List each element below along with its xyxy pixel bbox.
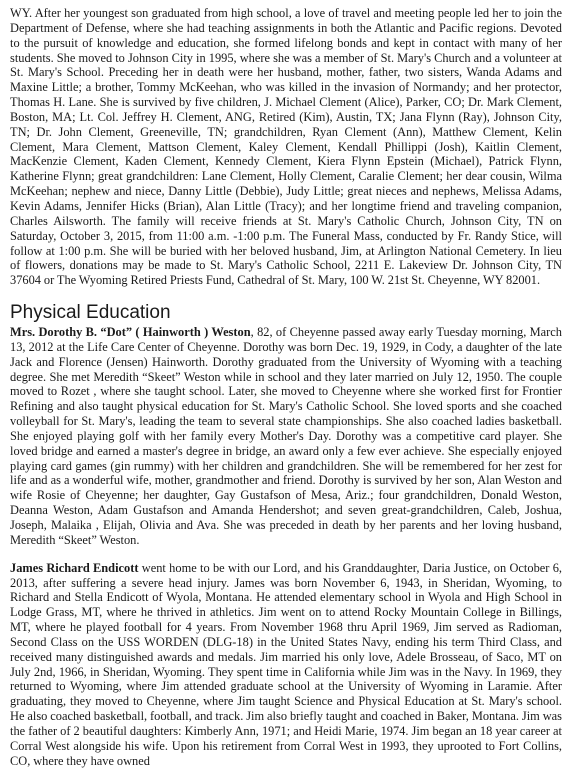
obituary-continuation-text: WY. After her youngest son graduated from high school, a love of travel and meeting people led her to join the Department of Defense, where she had teaching assignments in both the Atlantic and Pacific regions. Devoted to the pursuit of knowledge and education, she formed lifelong bonds and kept in contact with many of her students. She moved to Johnson City in 1995, where she was a member of St. Mary's Church and a volunteer at St. Mary's School. Preceding her in death were her husband, mother, father, two sisters, Wanda Adams and Maxine Little; a brother, Tommy McKeehan, who was killed in the invasion of Normandy; and her protector, Thomas H. Lane. She is survived by five children, J. Michael Clement (Alice), Parker, CO; Dr. Mark Clement, Boston, MA; Lt. Col. Jeffrey H. Clement, ANG, Retired (Kim), Austin, TX; Jana Flynn (Ray), Johnson City, TN; Dr. John Clement, Greeneville, TN; grandchildren, Ryan Clement (Ann), Matthew Clement, Kelin Clement, Mara Clement, Mattson Clement, Kaley Clement, Kendall Phillippi (Josh), Kaitlin Clement, MacKenzie Clement, Kaden Clement, Kennedy Clement, Kiera Flynn Epstein (Michael), Patrick Flynn, Katherine Flynn; great grandchildren: Lane Clement, Holly Clement, Caralie Clement; her dear cousin, Wilma McKeehan; nephew and niece, Danny Little (Debbie), Judy Little; great nieces and nephews, Melissa Adams, Kevin Adams, Jennifer Hicks (Brian), Alan Little (Tracy); and her longtime friend and traveling companion, Charles Ailsworth. The family will receive friends at St. Mary's Catholic Church, Johnson City, TN on Saturday, October 3, 2015, from 11:00 a.m. -1:00 p.m. The Funeral Mass, conducted by Fr. Randy Stice, will follow at 1:00 p.m. She will be buried with her beloved husband, Jim, at Arlington National Cemetery. In lieu of flowers, donations may be made to St. Mary's Catholic School, 2211 E. Lakeview Dr. Johnson City, TN 37604 or The Wyoming Retired Priests Fund, Cathedral of St. Mary, 100 W. 21st St. Cheyenne, WY 82001. (10, 6, 562, 288)
document-page (10, 6, 562, 769)
obituary-weston-text: , 82, of Cheyenne passed away early Tuesday morning, March 13, 2012 at the Life Care Center of Cheyenne. Dorothy was born Dec. 19, 1929, in Cody, a daughter of the late Jack and Florence (Jensen) Hainworth. Dorothy graduated from the University of Wyoming with a teaching degree. She met Meredith “Skeet” Weston while in school and they later married on July 12, 1950. The couple moved to Rozet , where she taught school. Later, she moved to Cheyenne where she worked first for Frontier Refining and also taught physical education for St. Mary's Catholic School. She loved sports and she coached volleyball for St. Mary's, leading the team to several state championships. She also coached ladies basketball. She enjoyed playing golf with her family every Mother's Day. Dorothy was a competitive card player. She loved bridge and earned a master's degree in bridge, an award only a few ever achieve. She especially enjoyed playing card games (gin rummy) with her children and grandchildren. She will be remembered for her zest for life and as a wonderful wife, mother, grandmother and friend. Dorothy is survived by her son, Alan Weston and wife Rosie of Cheyenne; her daughter, Gay Gustafson of Mesa, Ariz.; four grandchildren, Donald Weston, Deanna Weston, Adam Gustafson and Amanda Hendershot; and seven great-grandchildren, Caleb, Joshua, Joseph, Malaika , Elijah, Olivia and Ava. She was preceded in death by her parents and her loving husband, Meredith “Skeet” Weston. (10, 325, 563, 547)
obituary-weston-name: Mrs. Dorothy B. “Dot” ( Hainworth ) Weston (10, 325, 251, 340)
obituary-endicott-paragraph (10, 561, 562, 769)
obituary-endicott-text: went home to be with our Lord, and his Granddaughter, Daria Justice, on October 6, 2013, after suffering a severe head injury. James was born November 6, 1943, in Sheridan, Wyoming, to Richard and Stella Endicott of Wyola, Montana. He attended elementary school in Wyola and High School in Lodge Grass, MT, where he thrived in athletics. Jim went on to attend Rocky Mountain College in Billings, MT, where he played football for 4 years. From November 1968 thru April 1969, Jim served as Radioman, Second Class on the USS WORDEN (DLG-18) in the United States Navy, ending his term Third Class, and received many distinguished awards and medals. Jim married his only love, Adele Brosseau, of Saco, MT on July 2nd, 1966, in Sheridan, Wyoming. They spent time in California while Jim was in the Navy. In 1969, they returned to Wyoming, where Jim attended graduate school at the University of Wyoming in Laramie. After graduating, they moved to Cheyenne, where Jim taught Science and Physical Education at St. Mary's school. He also coached basketball, football, and track. Jim also briefly taught and coached in Baker, Montana. Jim was the father of 2 beautiful daughters: Kimberly Ann, 1971; and Heidi Marie, 1974. Jim began an 18 year career at Corral West alongside his wife. Upon his retirement from Corral West in 1993, they uprooted to Fort Collins, CO, where they have owned (10, 560, 562, 768)
obituary-weston-paragraph (10, 325, 562, 548)
obituary-endicott-name: James Richard Endicott (10, 560, 139, 575)
section-heading: Physical Education (10, 302, 171, 324)
paragraph-spacer (10, 548, 562, 561)
obituary-continuation-paragraph (10, 6, 562, 288)
